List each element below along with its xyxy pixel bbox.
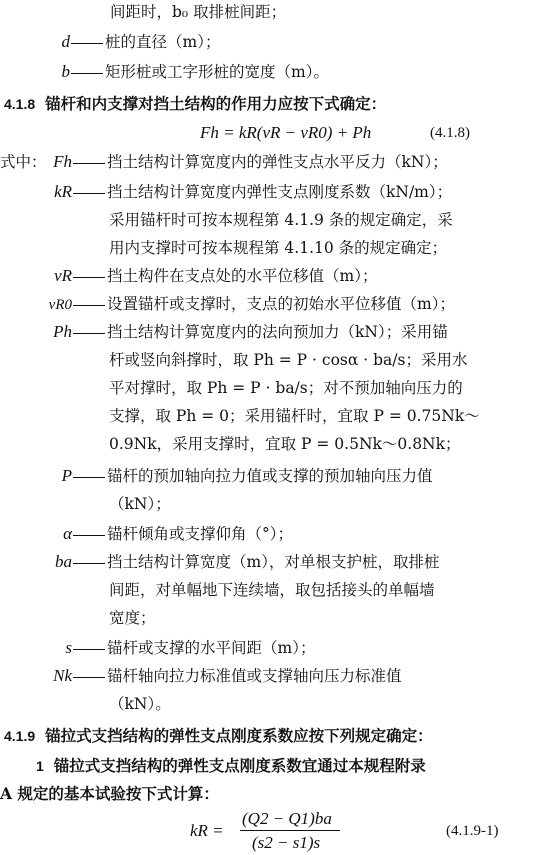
symbol-Fh: Fh bbox=[53, 152, 72, 171]
symbol-Ph: Ph bbox=[53, 322, 72, 341]
em-dash bbox=[73, 477, 105, 478]
symbol-alpha: α bbox=[63, 524, 72, 543]
definition-continuation: （kN）； bbox=[109, 495, 171, 513]
symbol-vR0: vR0 bbox=[48, 297, 72, 313]
definition-Ph bbox=[44, 322, 448, 342]
fraction-bar bbox=[240, 830, 340, 831]
symbol-vR: vR bbox=[54, 266, 72, 285]
definition-vR bbox=[44, 266, 377, 286]
em-dash bbox=[73, 277, 105, 278]
item-text: 锚拉式支挡结构的弹性支点刚度系数宜通过本规程附录 bbox=[53, 756, 426, 775]
section-text: 锚杆和内支撑对挡土结构的作用力应按下式确定： bbox=[45, 94, 387, 113]
em-dash bbox=[73, 535, 105, 536]
definition-text: 锚杆轴向拉力标准值或支撑轴向压力标准值 bbox=[107, 667, 402, 685]
symbol-b: b bbox=[61, 62, 70, 81]
definition-s bbox=[44, 638, 315, 658]
definition-continuation: 杆或竖向斜撑时，取 Ph = P · cosα · ba/s；采用水 bbox=[109, 351, 468, 369]
symbol-ba: ba bbox=[55, 552, 72, 571]
definition-text: 挡土结构计算宽度（m），对单根支护桩，取排桩 bbox=[107, 553, 440, 571]
symbol-s: s bbox=[65, 638, 72, 657]
definition-text: 锚杆倾角或支撑仰角（°）； bbox=[107, 525, 294, 543]
equation-number: (4.1.8) bbox=[430, 125, 470, 141]
where-label: 式中： bbox=[0, 153, 47, 171]
definition-kR bbox=[44, 182, 452, 202]
em-dash bbox=[73, 563, 105, 564]
definition-P bbox=[44, 466, 433, 486]
definition-ba bbox=[44, 552, 439, 572]
definition-Fh bbox=[44, 152, 448, 172]
equation-lhs: kR = bbox=[190, 821, 224, 840]
symbol-P: P bbox=[61, 466, 72, 485]
definition-continuation: 用内支撑时可按本规程第 4.1.10 条的规定确定； bbox=[109, 239, 448, 257]
em-dash bbox=[73, 193, 105, 194]
em-dash bbox=[73, 649, 105, 650]
definition-continuation: 支撑，取 Ph = 0；采用锚杆时，宜取 P = 0.75Nk～ bbox=[109, 407, 480, 425]
em-dash bbox=[73, 677, 105, 678]
equation-4-1-8: Fh = kR(vR − vR0) + Ph bbox=[200, 123, 372, 142]
fraction-numerator: (Q2 − Q1)ba bbox=[242, 809, 332, 828]
section-heading-4-1-9 bbox=[4, 726, 433, 746]
item-number: 1 bbox=[36, 758, 44, 774]
definition-b bbox=[58, 62, 329, 82]
definition-continuation: 间距，对单幅地下连续墙，取包括接头的单幅墙 bbox=[109, 581, 435, 599]
definition-text: 矩形桩或工字形桩的宽度（m）。 bbox=[105, 63, 329, 81]
definition-vR0 bbox=[44, 294, 455, 315]
section-text: 锚拉式支挡结构的弹性支点刚度系数应按下列规定确定： bbox=[45, 726, 433, 745]
em-dash bbox=[71, 73, 103, 74]
definition-continuation: 宽度； bbox=[109, 609, 156, 627]
item-continuation: A 规定的基本试验按下式计算： bbox=[0, 784, 219, 803]
equation-number: (4.1.9-1) bbox=[446, 823, 499, 839]
definition-text: 锚杆或支撑的水平间距（m）； bbox=[107, 639, 316, 657]
definition-text: 锚杆的预加轴向拉力值或支撑的预加轴向压力值 bbox=[107, 467, 433, 485]
definition-alpha bbox=[44, 524, 293, 544]
section-number: 4.1.9 bbox=[4, 728, 36, 744]
definition-text: 挡土构件在支点处的水平位移值（m）； bbox=[107, 267, 378, 285]
definition-continuation: 平对撑时，取 Ph = P · ba/s；对不预加轴向压力的 bbox=[109, 379, 463, 397]
item-1 bbox=[36, 756, 426, 776]
em-dash bbox=[71, 43, 103, 44]
symbol-kR: kR bbox=[54, 182, 72, 201]
section-number: 4.1.8 bbox=[4, 96, 36, 112]
definition-text: 挡土结构计算宽度内的法向预加力（kN）；采用锚 bbox=[107, 323, 448, 341]
em-dash bbox=[73, 163, 105, 164]
symbol-Nk: Nk bbox=[53, 666, 72, 685]
definition-text: 设置锚杆或支撑时，支点的初始水平位移值（m）； bbox=[107, 295, 455, 313]
em-dash bbox=[73, 305, 105, 306]
definition-continuation: 采用锚杆时可按本规程第 4.1.9 条的规定确定，采 bbox=[109, 211, 453, 229]
definition-Nk bbox=[44, 666, 402, 686]
definition-text: 挡土结构计算宽度内弹性支点刚度系数（kN/m）； bbox=[107, 183, 453, 201]
definition-continuation: 0.9Nk，采用支撑时，宜取 P = 0.5Nk～0.8Nk； bbox=[109, 435, 461, 453]
em-dash bbox=[73, 333, 105, 334]
symbol-d: d bbox=[61, 32, 70, 51]
definition-d bbox=[58, 32, 220, 52]
definition-continuation: （kN）。 bbox=[109, 695, 171, 713]
definition-text: 桩的直径（m）； bbox=[105, 33, 221, 51]
definition-text: 挡土结构计算宽度内的弹性支点水平反力（kN）； bbox=[107, 153, 448, 171]
text-line: 间距时，b₀ 取排桩间距； bbox=[110, 3, 287, 21]
section-heading-4-1-8 bbox=[4, 94, 386, 114]
fraction-denominator: (s2 − s1)s bbox=[252, 833, 321, 852]
